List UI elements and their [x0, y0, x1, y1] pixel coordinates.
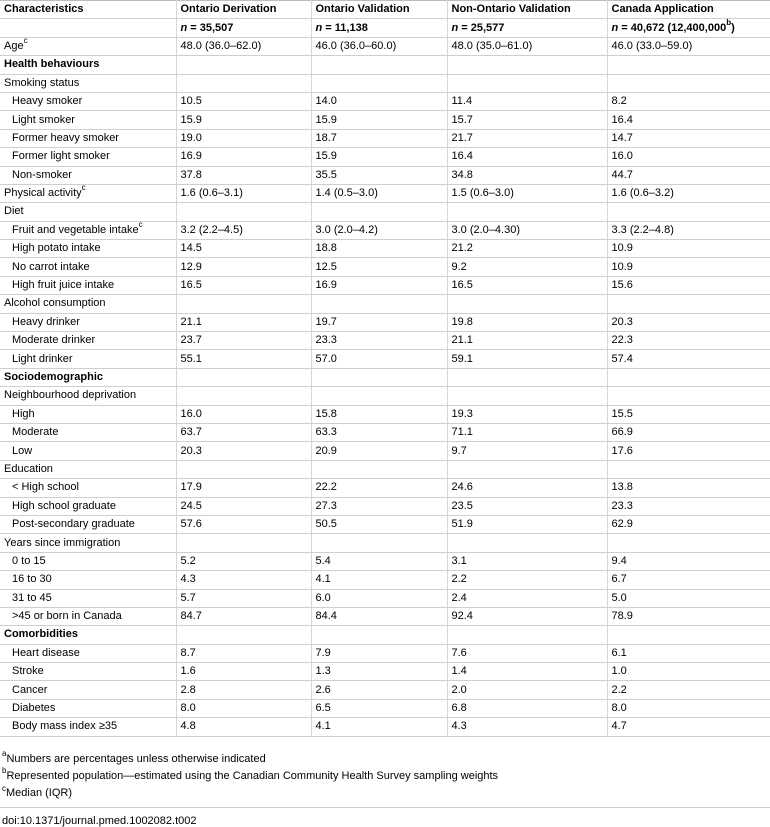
table-cell: 66.9 — [607, 423, 770, 441]
table-cell: 84.7 — [176, 607, 311, 625]
table-cell — [311, 203, 447, 221]
row-label-text: Diet — [4, 205, 24, 218]
table-cell — [447, 295, 607, 313]
table-cell — [607, 295, 770, 313]
table-cell: 12.5 — [311, 258, 447, 276]
row-label-text: High potato intake — [12, 242, 101, 255]
table-cell: 5.4 — [311, 552, 447, 570]
row-label — [0, 515, 176, 533]
table-cell: 51.9 — [447, 515, 607, 533]
table-cell: 3.1 — [447, 552, 607, 570]
table-row — [0, 644, 770, 662]
row-label — [0, 571, 176, 589]
table-cell: 2.2 — [607, 681, 770, 699]
row-label — [0, 295, 176, 313]
row-label — [0, 423, 176, 441]
table-row — [0, 221, 770, 239]
footnote: $^b$Represented population—estimated using the Canadian Community Health Survey sampling weights — [2, 766, 499, 782]
table-cell — [176, 74, 311, 92]
row-label-text: 16 to 30 — [12, 573, 52, 586]
table-cell: 22.3 — [607, 332, 770, 350]
table-cell: 16.4 — [607, 111, 770, 129]
column-header: Ontario Validation — [311, 1, 447, 19]
table-cell: 48.0 (36.0–62.0) — [176, 37, 311, 55]
row-label-text: Smoking status — [4, 76, 80, 89]
table-cell — [311, 74, 447, 92]
row-label-text: Years since immigration — [4, 536, 121, 549]
row-label — [0, 718, 176, 736]
table-cell: 63.7 — [176, 423, 311, 441]
header-row — [0, 1, 770, 19]
table-cell — [607, 368, 770, 386]
table-cell — [176, 295, 311, 313]
table-cell — [607, 74, 770, 92]
table-cell: 63.3 — [311, 423, 447, 441]
table-cell: 3.3 (2.2–4.8) — [607, 221, 770, 239]
table-cell — [447, 626, 607, 644]
empty-cell — [0, 19, 176, 37]
row-label — [0, 74, 176, 92]
table-cell: 8.2 — [607, 92, 770, 110]
table-row — [0, 166, 770, 184]
table-cell: 9.2 — [447, 258, 607, 276]
row-label — [0, 92, 176, 110]
table-cell: 24.5 — [176, 497, 311, 515]
table-cell: 19.8 — [447, 313, 607, 331]
table-cell — [311, 460, 447, 478]
table-cell: 16.0 — [607, 148, 770, 166]
table-cell — [176, 203, 311, 221]
table-cell: 4.3 — [176, 571, 311, 589]
table-cell: 37.8 — [176, 166, 311, 184]
table-row — [0, 332, 770, 350]
table-cell: 8.7 — [176, 644, 311, 662]
row-label — [0, 276, 176, 294]
table-cell: 3.0 (2.0–4.30) — [447, 221, 607, 239]
table-cell: 2.2 — [447, 571, 607, 589]
table-row — [0, 184, 770, 202]
row-label — [0, 332, 176, 350]
row-label — [0, 479, 176, 497]
row-label-text: High — [12, 407, 35, 420]
row-label-text: Age — [4, 39, 24, 52]
table-cell: 15.9 — [176, 111, 311, 129]
table-cell: 6.1 — [607, 644, 770, 662]
table-row — [0, 571, 770, 589]
row-label — [0, 37, 176, 55]
table-row — [0, 405, 770, 423]
row-label — [0, 589, 176, 607]
row-label — [0, 56, 176, 74]
column-header: Ontario Derivation — [176, 1, 311, 19]
row-label-text: High school graduate — [12, 499, 116, 512]
table-cell: 1.3 — [311, 663, 447, 681]
table-cell: 8.0 — [607, 699, 770, 717]
table-cell: 46.0 (36.0–60.0) — [311, 37, 447, 55]
table-cell: 7.9 — [311, 644, 447, 662]
table-body — [0, 37, 770, 736]
row-label — [0, 203, 176, 221]
table-cell: 16.5 — [176, 276, 311, 294]
table-cell: 15.7 — [447, 111, 607, 129]
table-cell: 15.9 — [311, 148, 447, 166]
table-row — [0, 607, 770, 625]
table-cell — [447, 534, 607, 552]
table-cell: 18.7 — [311, 129, 447, 147]
table-cell: 11.4 — [447, 92, 607, 110]
table-cell: 12.9 — [176, 258, 311, 276]
row-label-text: 31 to 45 — [12, 591, 52, 604]
row-label — [0, 368, 176, 386]
row-label-text: Moderate — [12, 426, 59, 439]
table-row — [0, 37, 770, 55]
column-header: Canada Application — [607, 1, 770, 19]
table-row — [0, 479, 770, 497]
row-label-text: 0 to 15 — [12, 554, 46, 567]
row-label — [0, 405, 176, 423]
table-row — [0, 203, 770, 221]
table-cell — [447, 368, 607, 386]
table-cell: 4.1 — [311, 571, 447, 589]
row-label-text: Sociodemographic — [4, 371, 104, 383]
row-label-text: Former heavy smoker — [12, 131, 119, 144]
row-label — [0, 644, 176, 662]
column-header: Non-Ontario Validation — [447, 1, 607, 19]
table-cell: 10.9 — [607, 240, 770, 258]
sample-size-cell: n = 40,672 (12,400,000$^b$) — [607, 19, 770, 37]
section-row — [0, 56, 770, 74]
section-row — [0, 368, 770, 386]
sample-size-cell: n = 25,577 — [447, 19, 607, 37]
table-cell: 3.2 (2.2–4.5) — [176, 221, 311, 239]
table-row — [0, 276, 770, 294]
table-cell: 5.2 — [176, 552, 311, 570]
table-cell: 13.8 — [607, 479, 770, 497]
table-row — [0, 589, 770, 607]
table-cell: 21.7 — [447, 129, 607, 147]
row-label-text: Health behaviours — [4, 58, 100, 71]
table-row — [0, 497, 770, 515]
table-row — [0, 552, 770, 570]
row-label — [0, 534, 176, 552]
table-cell: 44.7 — [607, 166, 770, 184]
row-label-text: Diabetes — [12, 702, 56, 715]
table-cell: 14.5 — [176, 240, 311, 258]
table-cell — [447, 74, 607, 92]
row-label-text: Education — [4, 462, 53, 475]
table-cell: 1.4 (0.5–3.0) — [311, 184, 447, 202]
table-cell: 57.4 — [607, 350, 770, 368]
table-cell — [176, 387, 311, 405]
table-cell: 2.0 — [447, 681, 607, 699]
row-label — [0, 663, 176, 681]
table-row — [0, 442, 770, 460]
table-cell: 3.0 (2.0–4.2) — [311, 221, 447, 239]
table-cell: 6.5 — [311, 699, 447, 717]
row-label-text: Physical activity — [4, 187, 82, 200]
row-label-text: Fruit and vegetable intake — [12, 223, 139, 236]
table-cell: 2.8 — [176, 681, 311, 699]
row-label-text: >45 or born in Canada — [12, 610, 122, 623]
table-cell — [607, 56, 770, 74]
table-cell: 59.1 — [447, 350, 607, 368]
doi-text: doi:10.1371/journal.pmed.1002082.t002 — [2, 814, 197, 827]
table-row — [0, 699, 770, 717]
table-cell: 21.1 — [447, 332, 607, 350]
table-cell: 17.9 — [176, 479, 311, 497]
table-cell: 1.5 (0.6–3.0) — [447, 184, 607, 202]
table-cell — [311, 626, 447, 644]
table-cell — [607, 534, 770, 552]
row-label-text: Non-smoker — [12, 168, 72, 181]
table-cell: 5.0 — [607, 589, 770, 607]
table-cell: 23.5 — [447, 497, 607, 515]
footnote-marker: c — [81, 184, 86, 193]
row-label-text: Body mass index ≥35 — [12, 720, 118, 733]
row-label-text: High fruit juice intake — [12, 279, 115, 292]
table-cell — [311, 56, 447, 74]
table-cell — [176, 460, 311, 478]
table-row — [0, 387, 770, 405]
table-row — [0, 515, 770, 533]
table-cell: 7.6 — [447, 644, 607, 662]
table-row — [0, 534, 770, 552]
table-cell: 9.7 — [447, 442, 607, 460]
row-label — [0, 699, 176, 717]
table-cell — [447, 203, 607, 221]
table-cell: 57.0 — [311, 350, 447, 368]
row-label — [0, 129, 176, 147]
table-cell: 55.1 — [176, 350, 311, 368]
table-cell: 16.0 — [176, 405, 311, 423]
row-label-text: Light smoker — [12, 113, 75, 126]
table-cell: 15.9 — [311, 111, 447, 129]
row-label-text: Alcohol consumption — [4, 297, 106, 310]
table-row — [0, 240, 770, 258]
table-row — [0, 423, 770, 441]
table-cell — [176, 626, 311, 644]
sample-size-cell: n = 35,507 — [176, 19, 311, 37]
row-label-text: < High school — [12, 481, 79, 494]
table-cell: 35.5 — [311, 166, 447, 184]
row-label — [0, 221, 176, 239]
row-label-text: Heavy drinker — [12, 315, 80, 328]
table-row — [0, 129, 770, 147]
table-cell — [311, 534, 447, 552]
table-cell: 16.9 — [311, 276, 447, 294]
row-label-text: Heavy smoker — [12, 95, 83, 108]
table-cell: 84.4 — [311, 607, 447, 625]
row-label-text: Neighbourhood deprivation — [4, 389, 137, 402]
table-cell: 1.0 — [607, 663, 770, 681]
table-cell: 21.2 — [447, 240, 607, 258]
footnote: $^c$Median (IQR) — [2, 783, 73, 800]
table-cell: 6.8 — [447, 699, 607, 717]
table-cell: 17.6 — [607, 442, 770, 460]
table-cell: 20.3 — [607, 313, 770, 331]
table-cell: 19.7 — [311, 313, 447, 331]
table-cell: 14.7 — [607, 129, 770, 147]
table-cell: 10.9 — [607, 258, 770, 276]
row-label — [0, 681, 176, 699]
table-cell: 5.7 — [176, 589, 311, 607]
table-cell: 6.7 — [607, 571, 770, 589]
table-cell — [311, 387, 447, 405]
row-label — [0, 442, 176, 460]
table-cell: 9.4 — [607, 552, 770, 570]
sample-size-cell: n = 11,138 — [311, 19, 447, 37]
row-label — [0, 313, 176, 331]
row-label-text: Low — [12, 444, 33, 457]
table-cell: 4.1 — [311, 718, 447, 736]
row-label — [0, 607, 176, 625]
table-cell: 24.6 — [447, 479, 607, 497]
row-label — [0, 258, 176, 276]
table-cell: 16.9 — [176, 148, 311, 166]
table-cell: 6.0 — [311, 589, 447, 607]
table-cell: 1.6 (0.6–3.1) — [176, 184, 311, 202]
table-row — [0, 663, 770, 681]
row-label — [0, 460, 176, 478]
table-cell — [447, 387, 607, 405]
table-cell — [311, 295, 447, 313]
table-cell: 19.0 — [176, 129, 311, 147]
row-label-text: Light drinker — [12, 352, 73, 365]
table-cell: 1.4 — [447, 663, 607, 681]
row-label — [0, 350, 176, 368]
table-cell: 1.6 (0.6–3.2) — [607, 184, 770, 202]
section-row — [0, 626, 770, 644]
table-cell — [447, 56, 607, 74]
table-row — [0, 295, 770, 313]
row-label — [0, 552, 176, 570]
footnote-marker: c — [138, 221, 143, 230]
table-cell: 27.3 — [311, 497, 447, 515]
row-label — [0, 148, 176, 166]
row-label — [0, 184, 176, 202]
table-cell: 15.8 — [311, 405, 447, 423]
table-cell: 34.8 — [447, 166, 607, 184]
row-label — [0, 240, 176, 258]
table-row — [0, 111, 770, 129]
row-label — [0, 626, 176, 644]
table-cell: 14.0 — [311, 92, 447, 110]
table-cell: 19.3 — [447, 405, 607, 423]
table-cell: 46.0 (33.0–59.0) — [607, 37, 770, 55]
column-header: Characteristics — [0, 1, 176, 19]
table-cell — [311, 368, 447, 386]
table-cell: 16.5 — [447, 276, 607, 294]
table-cell: 50.5 — [311, 515, 447, 533]
table-cell — [447, 460, 607, 478]
table-cell: 23.7 — [176, 332, 311, 350]
sample-size-row — [0, 19, 770, 37]
table-cell: 78.9 — [607, 607, 770, 625]
table-cell: 15.5 — [607, 405, 770, 423]
row-label-text: Post-secondary graduate — [12, 518, 135, 531]
table-row — [0, 313, 770, 331]
row-label-text: Former light smoker — [12, 150, 110, 163]
table-cell: 23.3 — [607, 497, 770, 515]
table-cell: 20.3 — [176, 442, 311, 460]
table-cell: 48.0 (35.0–61.0) — [447, 37, 607, 55]
row-label — [0, 166, 176, 184]
row-label-text: Heart disease — [12, 646, 80, 659]
table-cell: 62.9 — [607, 515, 770, 533]
table-row — [0, 460, 770, 478]
table-row — [0, 92, 770, 110]
table-row — [0, 350, 770, 368]
table-row — [0, 148, 770, 166]
table-cell: 20.9 — [311, 442, 447, 460]
table-cell: 92.4 — [447, 607, 607, 625]
footnote: $^a$Numbers are percentages unless otherwise indicated — [2, 748, 266, 765]
table-row — [0, 258, 770, 276]
table-cell: 22.2 — [311, 479, 447, 497]
row-label-text: No carrot intake — [12, 260, 90, 273]
table-cell: 4.7 — [607, 718, 770, 736]
table-cell — [176, 368, 311, 386]
table-cell: 71.1 — [447, 423, 607, 441]
row-label-text: Cancer — [12, 683, 48, 696]
table-cell: 21.1 — [176, 313, 311, 331]
table-row — [0, 681, 770, 699]
table-cell: 2.4 — [447, 589, 607, 607]
row-label-text: Stroke — [12, 665, 44, 678]
table-cell: 10.5 — [176, 92, 311, 110]
table-cell: 8.0 — [176, 699, 311, 717]
row-label-text: Moderate drinker — [12, 334, 96, 347]
table-cell — [607, 626, 770, 644]
footnotes — [0, 737, 770, 808]
row-label — [0, 497, 176, 515]
table-cell: 1.6 — [176, 663, 311, 681]
table-cell — [607, 460, 770, 478]
table-row — [0, 718, 770, 736]
table-cell: 16.4 — [447, 148, 607, 166]
table-cell: 4.8 — [176, 718, 311, 736]
table-cell — [176, 534, 311, 552]
table-cell: 23.3 — [311, 332, 447, 350]
table-cell: 4.3 — [447, 718, 607, 736]
table-cell: 18.8 — [311, 240, 447, 258]
footnote-marker: c — [23, 37, 28, 46]
table-cell: 15.6 — [607, 276, 770, 294]
table-cell: 2.6 — [311, 681, 447, 699]
row-label — [0, 111, 176, 129]
table-cell: 57.6 — [176, 515, 311, 533]
table-row — [0, 74, 770, 92]
row-label — [0, 387, 176, 405]
table-cell — [176, 56, 311, 74]
row-label-text: Comorbidities — [4, 628, 78, 641]
table-cell — [607, 387, 770, 405]
table-cell — [607, 203, 770, 221]
